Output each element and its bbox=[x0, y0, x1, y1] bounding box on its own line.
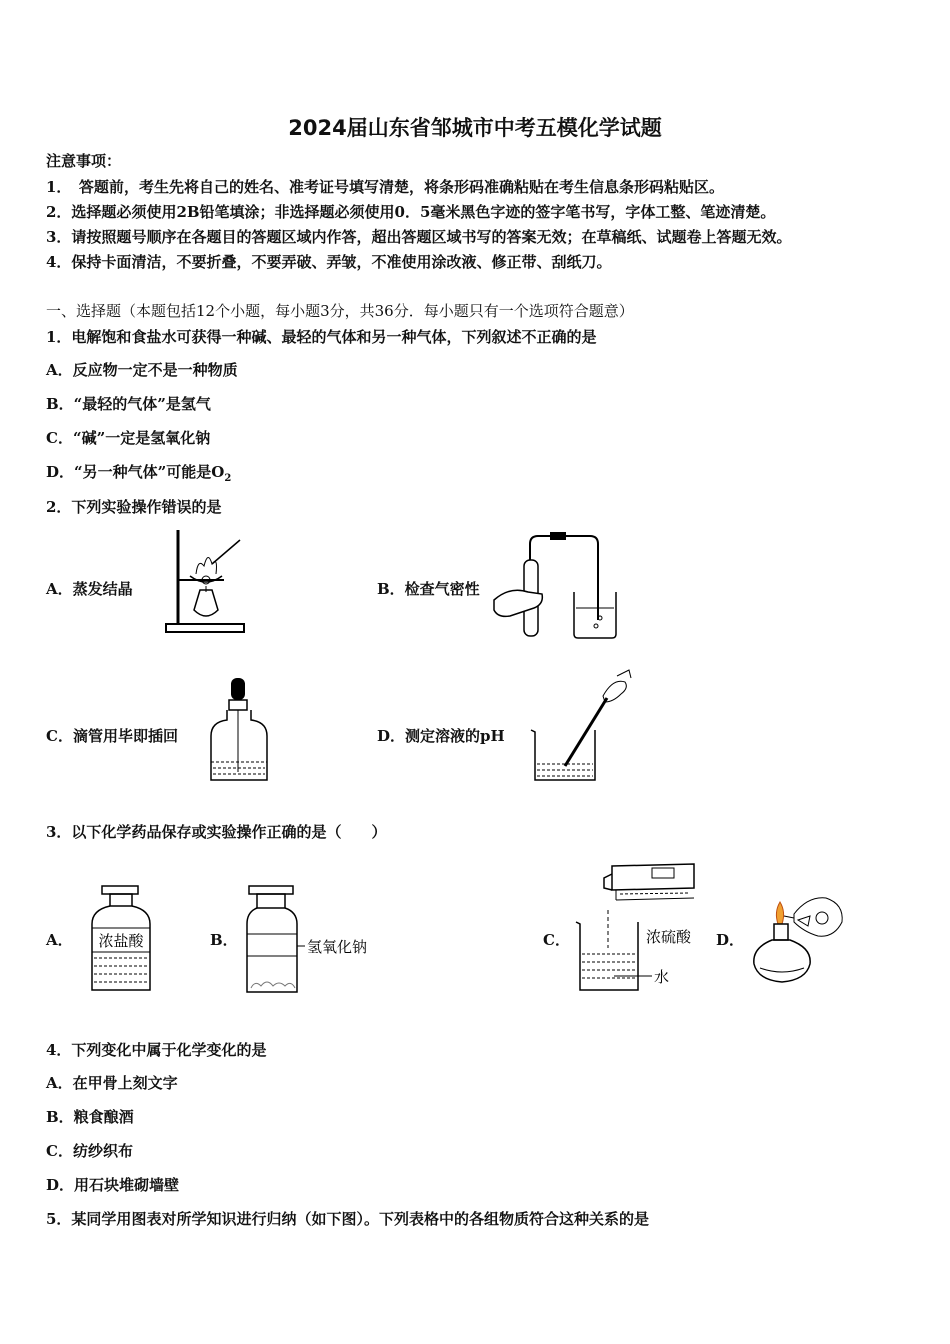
q3-stem: 3．以下化学药品保存或实验操作正确的是（ ） bbox=[46, 823, 387, 841]
q1-option-d: D．“另一种气体”可能是$O_2$ bbox=[46, 463, 232, 484]
q1-stem: 1．电解饱和食盐水可获得一种碱、最轻的气体和另一种气体，下列叙述不正确的是 bbox=[46, 328, 597, 346]
q2-option-b: B．检查气密性 bbox=[377, 580, 480, 598]
hcl-bottle-figure bbox=[88, 884, 158, 994]
naoh-label: 氢氧化钠 bbox=[307, 938, 368, 956]
q3-option-b: B． bbox=[210, 931, 238, 949]
q3-option-c: C． bbox=[543, 931, 570, 949]
evaporation-figure bbox=[160, 528, 250, 636]
q2-stem: 2．下列实验操作错误的是 bbox=[46, 498, 222, 516]
sulfuric-acid-label: 浓硫酸 bbox=[646, 928, 692, 946]
naoh-bottle-figure bbox=[243, 884, 383, 996]
q3-option-d: D． bbox=[716, 931, 745, 949]
dilution-figure bbox=[568, 860, 708, 996]
q2-option-a: A．蒸发结晶 bbox=[46, 580, 133, 598]
q4-stem: 4．下列变化中属于化学变化的是 bbox=[46, 1041, 267, 1059]
hcl-label: 浓盐酸 bbox=[98, 932, 144, 950]
q4-option-d: D．用石块堆砌墙壁 bbox=[46, 1176, 180, 1194]
notice-heading: 注意事项： bbox=[46, 152, 122, 170]
notice-item-2: 2．选择题必须使用2B铅笔填涂；非选择题必须使用0．5毫米黑色字迹的签字笔书写，字体工整、笔迹清楚。 bbox=[46, 203, 776, 221]
q2-option-c: C．滴管用毕即插回 bbox=[46, 727, 178, 745]
page-title: 2024届山东省邹城市中考五模化学试题 bbox=[288, 116, 662, 140]
notice-item-3: 3．请按照题号顺序在各题目的答题区域内作答，超出答题区域书写的答案无效；在草稿纸、试题卷上答题无效。 bbox=[46, 228, 792, 246]
q1-option-b: B．“最轻的气体”是氢气 bbox=[46, 395, 211, 413]
alcohol-lamp-figure bbox=[748, 894, 848, 988]
q3-option-a: A． bbox=[46, 931, 73, 949]
notice-item-1: 1． 答题前，考生先将自己的姓名、准考证号填写清楚，将条形码准确粘贴在考生信息条形码粘贴区。 bbox=[46, 178, 724, 196]
section-heading: 一、选择题（本题包括12个小题，每小题3分，共36分．每小题只有一个选项符合题意） bbox=[46, 302, 634, 320]
dropper-bottle-figure bbox=[205, 676, 275, 786]
water-label: 水 bbox=[654, 968, 670, 986]
airtightness-figure bbox=[490, 530, 620, 642]
q4-option-a: A．在甲骨上刻文字 bbox=[46, 1074, 178, 1092]
q1-option-a: A．反应物一定不是一种物质 bbox=[46, 361, 238, 379]
ph-test-figure bbox=[525, 668, 635, 786]
q4-option-b: B．粮食酿酒 bbox=[46, 1108, 134, 1126]
q4-option-c: C．纺纱织布 bbox=[46, 1142, 133, 1160]
q5-stem: 5．某同学用图表对所学知识进行归纳（如下图）。下列表格中的各组物质符合这种关系的是 bbox=[46, 1210, 649, 1228]
q1-option-c: C．“碱”一定是氢氧化钠 bbox=[46, 429, 211, 447]
q2-option-d: D．测定溶液的pH bbox=[377, 727, 505, 745]
notice-item-4: 4．保持卡面清洁，不要折叠，不要弄破、弄皱，不准使用涂改液、修正带、刮纸刀。 bbox=[46, 253, 612, 271]
